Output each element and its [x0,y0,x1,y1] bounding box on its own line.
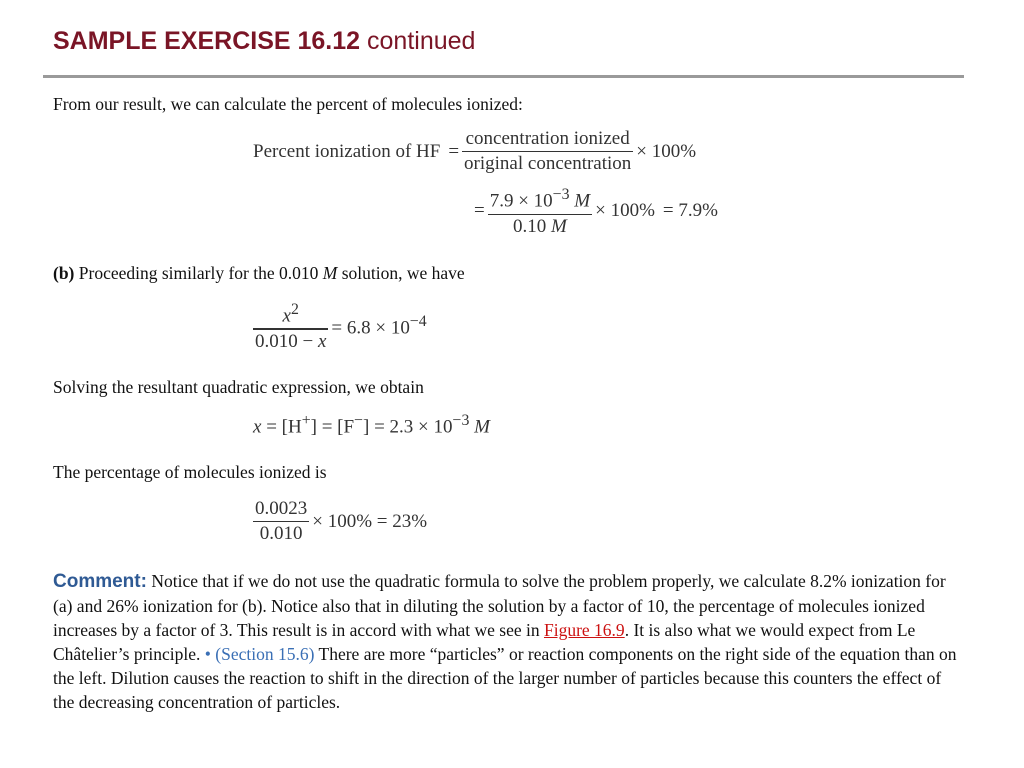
eq1-times: × 100% [636,140,697,162]
eq1-fraction [462,127,633,176]
eq1-line2-num-value: 7.9 × 10 [489,190,553,212]
part-b-text: (b) Proceeding similarly for the 0.010 M solution, we have [53,263,465,283]
eq1-numerator: concentration ionized [465,128,630,149]
equation-percent-ionization [253,127,718,239]
title-main: SAMPLE EXERCISE 16.12 [53,27,361,55]
equation-x-value: $x = [H^+] = [F^-] = 2.3 \times 10^{-3}$ M [253,412,490,438]
eq2-fraction: $\frac{x^2}{0.010 - x}$ [255,301,327,352]
title-suffix: continued [367,27,476,55]
eq1-line2-times: × 100% [595,199,655,221]
eq1-denominator: original concentration [464,153,632,175]
title-divider [43,75,964,78]
intro-text: From our result, we can calculate the percent of molecules ionized: [53,94,523,114]
eq1-line2-num-exp: −3 [552,186,570,204]
solving-text: Solving the resultant quadratic expression, we obtain [53,377,424,397]
eq2-rhs: = $6.8 \times 10^{-4}$ [331,312,427,338]
comment-label: Comment: [53,571,147,592]
eq1-lhs: Percent ionization of HF [253,140,441,162]
eq1-line2-den-value: 0.10 [513,215,547,237]
percentage-text: The percentage of molecules ionized is [53,462,327,482]
figure-link[interactable]: Figure 16.9 [543,620,625,640]
section-link[interactable]: • (Section 15.6) [204,644,315,664]
eq1-equals: = [448,140,460,162]
eq1-line2-fraction [488,183,592,239]
page-title [53,27,475,56]
eq4-result: × 100% = 23% [312,510,428,532]
equation-percentage [253,497,427,546]
eq1-result: = 7.9% [662,199,718,221]
equation-quadratic [253,298,427,354]
part-b-label: (b) [53,263,75,283]
eq1-line2-num-unit: M [574,190,591,212]
eq1-line2-equals: = [474,199,485,221]
eq4-fraction: $\frac{0.0023}{0.010}$ [255,498,308,545]
comment-paragraph: Comment: Notice that if we do not use the quadratic formula to solve the problem properly, we calculate 8.2% ionization for (a) and 26% ionization for (b). Notice also that in diluting the solution by a factor of 10, the percentage of molecules ionized increases by a factor of 3. This result is in accord with what we see in Figure 16.9. It is also what we would expect from Le Châtelier’s principle. • (Section 15.6) There are more “particles” or reaction components on the right side of the equation than on the left. Dilution causes the reaction to shift in the direction of the larger number of particles because this counters the effect of the decreasing concentration of particles. [53,571,957,712]
eq1-line2-den-unit: M [551,215,567,237]
